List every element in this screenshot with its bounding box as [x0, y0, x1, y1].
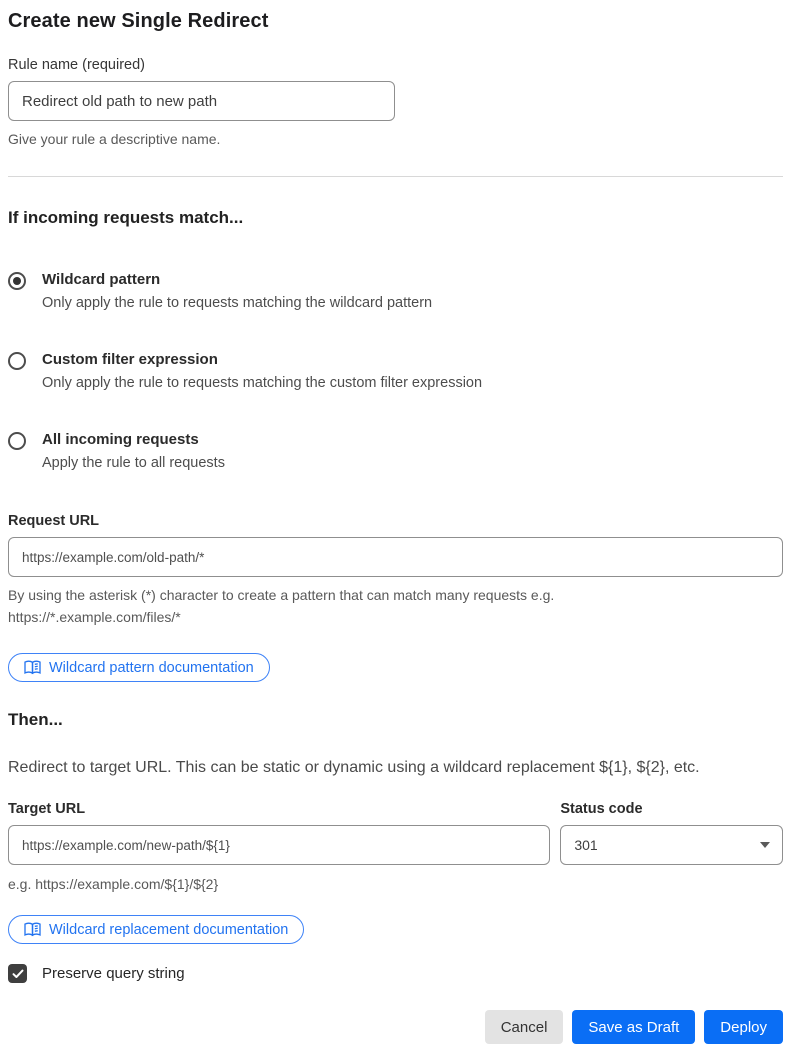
radio-button-icon[interactable]	[8, 352, 26, 370]
radio-option-custom-filter-expression[interactable]	[8, 350, 783, 393]
request-url-label: Request URL	[8, 513, 783, 529]
doc-button-label: Wildcard replacement documentation	[49, 922, 288, 938]
book-icon	[24, 660, 41, 675]
wildcard-replacement-documentation-button[interactable]	[8, 915, 304, 944]
radio-label: All incoming requests	[42, 430, 225, 449]
match-type-radio-group	[8, 270, 783, 473]
status-code-select[interactable]	[560, 825, 783, 865]
request-url-help-line1: By using the asterisk (*) character to create a pattern that can match many requests e.g.	[8, 584, 783, 606]
wildcard-pattern-documentation-button[interactable]	[8, 653, 270, 682]
chevron-down-icon	[760, 842, 770, 848]
target-url-help: e.g. https://example.com/${1}/${2}	[8, 873, 783, 895]
request-url-input[interactable]	[8, 537, 783, 577]
radio-description: Apply the rule to all requests	[42, 454, 225, 473]
cancel-button[interactable]: Cancel	[485, 1010, 564, 1044]
footer-actions	[8, 1010, 783, 1044]
deploy-button[interactable]: Deploy	[704, 1010, 783, 1044]
target-url-input[interactable]	[8, 825, 550, 865]
checkbox-checked-icon[interactable]	[8, 964, 27, 983]
radio-description: Only apply the rule to requests matching the custom filter expression	[42, 374, 482, 393]
match-section-heading: If incoming requests match...	[8, 208, 783, 228]
rule-name-label: Rule name (required)	[8, 57, 783, 73]
radio-option-all-incoming-requests[interactable]	[8, 430, 783, 473]
radio-button-icon[interactable]	[8, 272, 26, 290]
section-divider	[8, 176, 783, 177]
request-url-help	[8, 584, 783, 628]
radio-button-icon[interactable]	[8, 432, 26, 450]
target-url-status-row	[8, 801, 783, 865]
radio-label: Custom filter expression	[42, 350, 482, 369]
then-description: Redirect to target URL. This can be static or dynamic using a wildcard replacement ${1}, ${2}, etc.	[8, 759, 783, 777]
book-icon	[24, 922, 41, 937]
page-title: Create new Single Redirect	[8, 10, 783, 33]
radio-description: Only apply the rule to requests matching the wildcard pattern	[42, 294, 432, 313]
target-url-label: Target URL	[8, 801, 552, 817]
then-section-heading: Then...	[8, 710, 783, 730]
rule-name-input[interactable]	[8, 81, 395, 121]
radio-label: Wildcard pattern	[42, 270, 432, 289]
status-code-label: Status code	[560, 801, 783, 817]
radio-option-wildcard-pattern[interactable]	[8, 270, 783, 313]
save-as-draft-button[interactable]: Save as Draft	[572, 1010, 695, 1044]
preserve-query-string-label: Preserve query string	[42, 965, 185, 982]
status-code-value: 301	[574, 837, 597, 853]
rule-name-help: Give your rule a descriptive name.	[8, 128, 783, 150]
doc-button-label: Wildcard pattern documentation	[49, 660, 254, 676]
request-url-help-line2: https://*.example.com/files/*	[8, 606, 783, 628]
preserve-query-string-row[interactable]	[8, 964, 783, 983]
